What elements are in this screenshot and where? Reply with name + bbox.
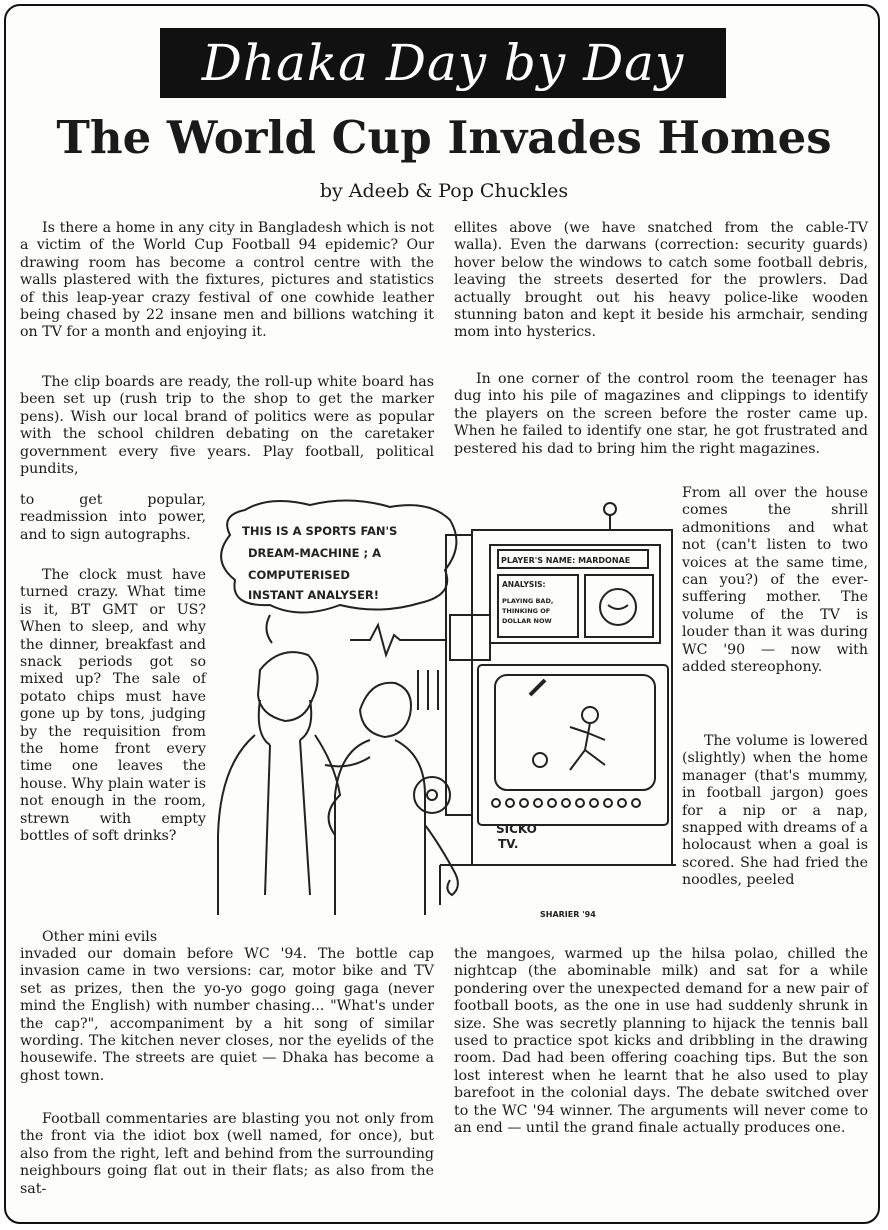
left-paragraph-2: The clip boards are ready, the roll-up white board has been set up (rush trip to the shop to get the marker pens). Wish our local brand of politics were as popular with the school children debating on the caretaker government every five years. Play football, political pundits, [20,374,434,478]
cartoon-illustration [200,495,680,935]
right-paragraph-2: In one corner of the control room the teenager has dug into his pile of magazines and clippings to identify the players on the screen before the roster came up. When he failed to identify one star, he got frustrated and pestered his dad to bring him the right magazines. [454,371,868,457]
column-banner [160,28,726,98]
old-man-figure [258,652,318,721]
screen-player-label: PLAYER'S NAME: MARDONAE [501,556,631,565]
left-paragraph-4-start: Other mini evils [42,929,158,945]
right-paragraph-3: The volume is lowered (slightly) when the home manager (that's mummy, in football jargon) goes for a nip or a nap, snapped with dreams of a holocaust when a goal is scored. She had fried the noodles, peeled [682,733,868,889]
left-paragraph-1: Is there a home in any city in Bangladesh which is not a victim of the World Cup Football 94 epidemic? Our drawing room has become a control centre with the walls plastered with the fixtures, pictures and statistics of this leap-year crazy festival of one cowhide leather being chased by 22 insane men and billions watching it on TV for a month and enjoying it. [20,220,434,341]
screen-analysis-line-2: THINKING OF [502,607,551,615]
cartoon-caption-line-2: DREAM-MACHINE ; A [248,546,382,560]
cartoon-signature: SHARIER '94 [540,910,596,919]
cartoon-caption-line-1: THIS IS A SPORTS FAN'S [242,524,398,538]
cartoon-caption-line-3: COMPUTERISED [248,568,350,582]
tv-brand-line-1: SICKO [496,822,537,836]
right-paragraph-3-cont: the mangoes, warmed up the hilsa polao, chilled the nightcap (the abominable milk) and sat for a while pondering over the unexpected demand for a new pair of football boots, as the one in use had suddenly shrunk in size. She was secretly planning to hijack the tennis ball used to practice spot kicks and dribbling in the drawing room. Dad had been offering coaching tips. But the son lost interest when he learnt that he also used to play barefoot in the colonial days. The debate switched over to the WC '94 winner. The arguments will never come to an end — until the grand finale actually produces one. [454,946,868,1137]
boy-figure [360,683,411,737]
left-paragraph-5: Football commentaries are blasting you not only from the front via the idiot box (well named, for once), but also from the right, left and behind from the surrounding neighbours going flat out in their flats; as also from the sat- [20,1111,434,1197]
left-paragraph-2-cont: to get popular, readmission into power, and to sign autographs. [20,492,206,543]
right-paragraph-1: ellites above (we have snatched from the cable-TV walla). Even the darwans (correction: security guards) hover below the windows to catch some football debris, leaving the streets deserted for the prowlers. Dad actually brought out his heavy police-like wooden stunning baton and kept it beside his armchair, sending mom into hysterics. [454,220,868,341]
headline: The World Cup Invades Homes [56,111,832,164]
tv-brand-line-2: TV. [498,837,519,851]
tv-screen [495,675,655,790]
screen-analysis-line-1: PLAYING BAD, [502,597,554,605]
tv-knobs [492,799,640,807]
screen-analysis-label: ANALYSIS: [502,580,546,589]
cartoon-caption-line-4: INSTANT ANALYSER! [248,588,380,602]
screen-analysis-line-3: DOLLAR NOW [502,617,552,625]
right-paragraph-2-cont: From all over the house comes the shrill admonitions and what not (can't listen to two voices at the same time, can you?) of the ever-suffering mother. The volume of the TV is louder than it was during WC '90 — now with added stereophony. [682,485,868,676]
left-paragraph-3: The clock must have turned crazy. What time is it, BT GMT or US? When to sleep, and why the dinner, breakfast and snack periods got so mixed up? The sale of potato chips must have gone up by tons, judging by the requisition from the home front every time one leaves the house. Why plain water is not enough in the room, strewn with empty bottles of soft drinks? [20,567,206,845]
banner-title: Dhaka Day by Day [201,34,685,92]
byline: by Adeeb & Pop Chuckles [319,180,569,202]
left-paragraph-4-cont: invaded our domain before WC '94. The bottle cap invasion came in two versions: car, motor bike and TV set as prizes, then the yo-yo gogo going gaga (never mind the English) with number chasing... "What's under the cap?", accompaniment by a hit song of similar wording. The kitchen never closes, nor the eyelids of the housewife. The streets are quiet — Dhaka has become a ghost town. [20,946,434,1084]
